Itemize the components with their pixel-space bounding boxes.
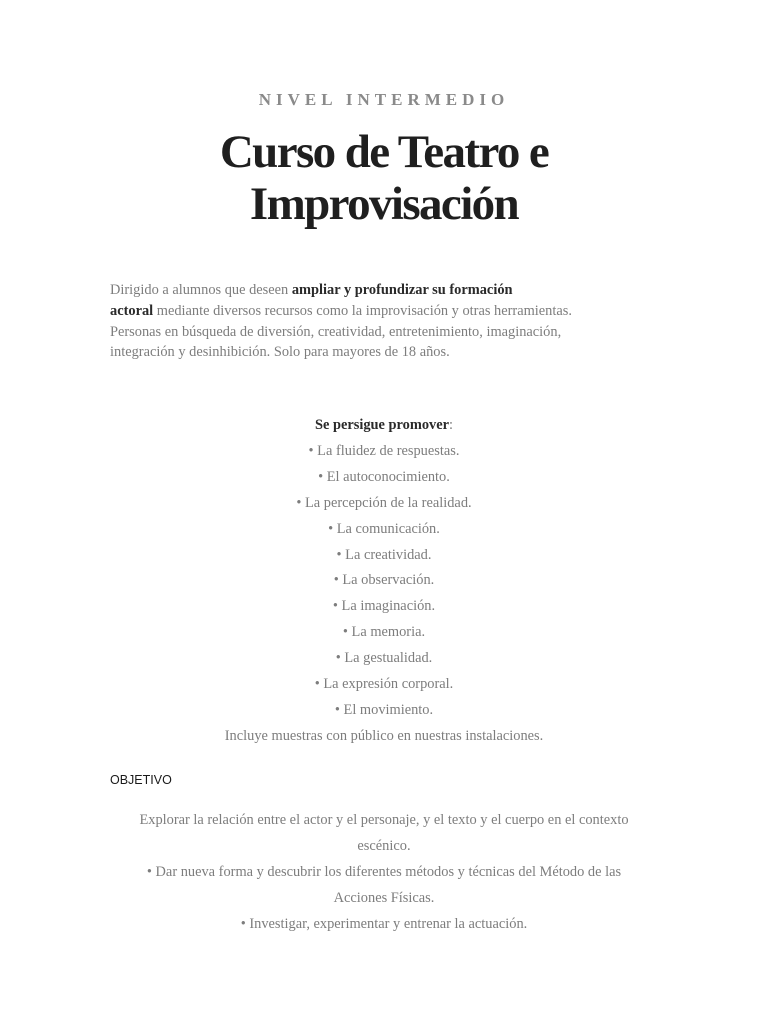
list-item: • El autoconocimiento. [318,468,450,485]
promote-heading [0,413,768,439]
list-item: • La percepción de la realidad. [296,494,472,511]
promote-list [0,413,768,750]
list-item: • La comunicación. [328,520,440,537]
list-item: • La observación. [333,572,435,589]
objective-paragraph [104,808,664,938]
list-item: • El movimiento. [334,701,434,718]
list-item: • La creatividad. [336,546,432,563]
intro-rest-1: mediante diversos recursos como la improvisación y otras herramientas. [153,302,572,319]
objective-label: OBJETIVO [110,773,172,787]
intro-bold-2: actoral [110,302,154,319]
intro-bold-1: ampliar y profundizar su formación [291,282,513,298]
title-line-2: Improvisación [249,178,519,230]
objective-line: • Dar nueva forma y descubrir los diferentes métodos y técnicas del Método de las [146,863,622,880]
list-item: • La expresión corporal. [314,676,454,693]
course-level-kicker: NIVEL INTERMEDIO [258,90,510,109]
objective-line: Acciones Físicas. [333,889,435,906]
promote-heading-suffix: : [449,417,454,433]
list-item: • La gestualidad. [335,650,433,667]
objective-line: escénico. [357,837,411,854]
list-item: • La fluidez de respuestas. [308,442,460,459]
promote-heading-text: Se persigue promover [314,417,450,433]
intro-paragraph [110,280,670,363]
intro-rest-3: integración y desinhibición. Solo para mayores de 18 años. [110,344,450,361]
intro-rest-2: Personas en búsqueda de diversión, creatividad, entretenimiento, imaginación, [110,323,562,340]
page-title [84,126,684,230]
promote-closing: Incluye muestras con público en nuestras instalaciones. [224,727,544,744]
intro-lead: Dirigido a alumnos que deseen [110,282,292,298]
objective-line: • Investigar, experimentar y entrenar la actuación. [240,915,528,932]
title-line-1: Curso de Teatro e [219,126,549,178]
list-item: • La memoria. [342,624,426,641]
list-item: • La imaginación. [332,598,436,615]
objective-line: Explorar la relación entre el actor y el personaje, y el texto y el cuerpo en el contexto [139,812,629,828]
